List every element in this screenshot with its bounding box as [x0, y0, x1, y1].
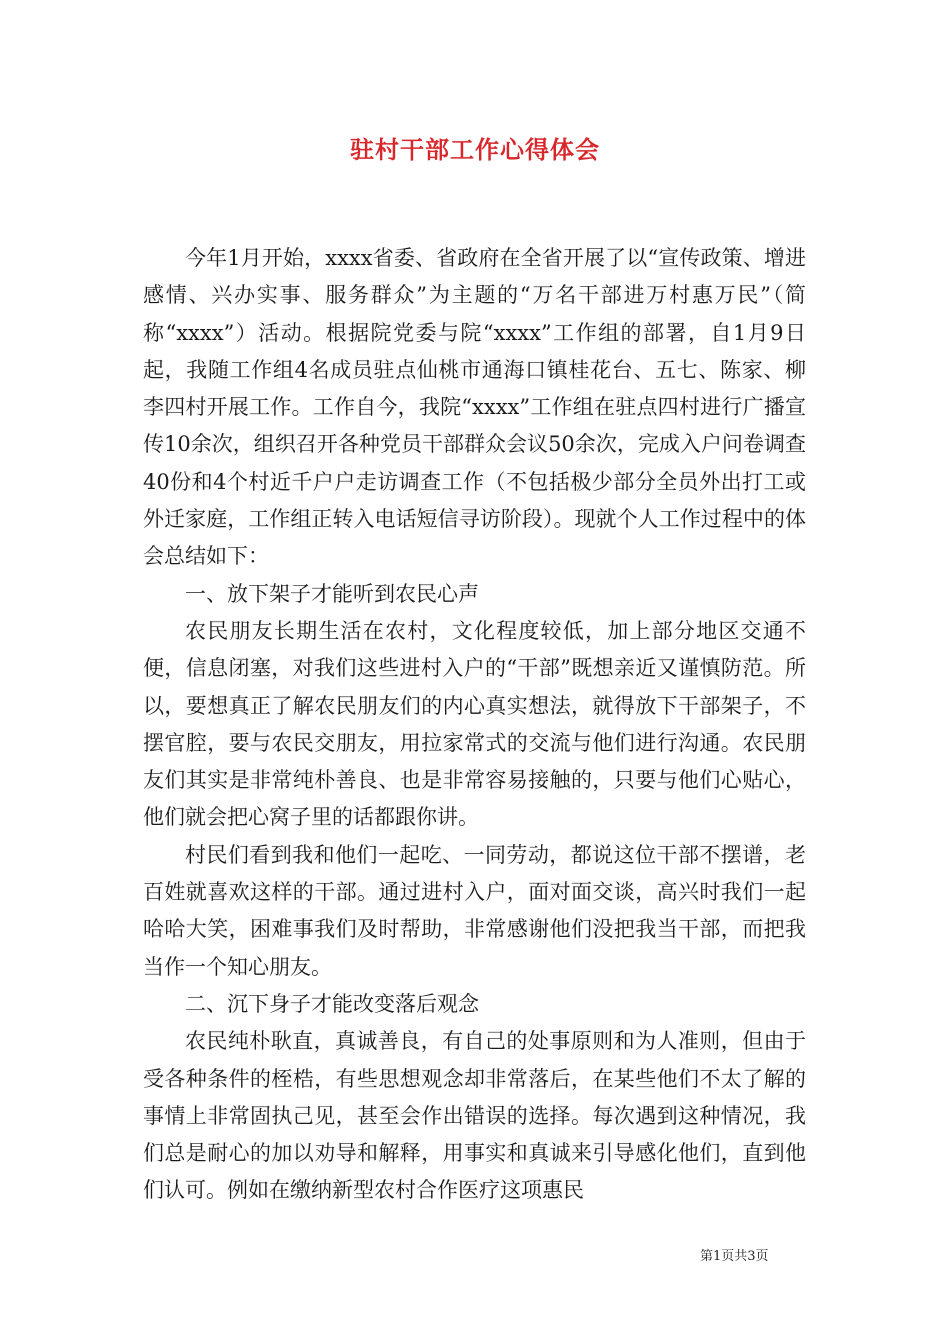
document-title: 驻村干部工作心得体会	[350, 135, 600, 164]
page-number: 第1页共3页	[700, 1249, 769, 1264]
paragraph-intro: 今年1月开始，xxxx省委、省政府在全省开展了以“宣传政策、增进感情、兴办实事、服务群众”为主题的“万名干部进万村惠万民”（简称“xxxx”）活动。根据院党委与院“xxxx”工作组的部署，自1月9日起，我随工作组4名成员驻点仙桃市通海口镇桂花台、五七、陈家、柳李四村开展工作。工作自今，我院“xxxx”工作组在驻点四村进行广播宣传10余次，组织召开各种党员干部群众会议50余次，完成入户问卷调查40份和4个村近千户户走访调查工作（不包括极少部分全员外出打工或外迁家庭，工作组正转入电话短信寻访阶段）。现就个人工作过程中的体会总结如下：	[143, 246, 806, 569]
section-heading-2: 二、沉下身子才能改变落后观念	[185, 991, 479, 1016]
paragraph-3: 农民纯朴耿直，真诚善良，有自己的处事原则和为人准则，但由于受各种条件的桎梏，有些思想观念却非常落后，在某些他们不太了解的事情上非常固执己见，甚至会作出错误的选择。每次遇到这种情况，我们总是耐心的加以劝导和解释，用事实和真诚来引导感化他们，直到他们认可。例如在缴纳新型农村合作医疗这项惠民	[143, 1029, 806, 1203]
section-heading-1: 一、放下架子才能听到农民心声	[185, 581, 479, 606]
paragraph-2: 村民们看到我和他们一起吃、一同劳动，都说这位干部不摆谱，老百姓就喜欢这样的干部。通过进村入户，面对面交谈，高兴时我们一起哈哈大笑，困难事我们及时帮助，非常感谢他们没把我当干部，而把我当作一个知心朋友。	[143, 842, 806, 979]
document-body	[143, 240, 806, 1210]
paragraph-1: 农民朋友长期生活在农村，文化程度较低，加上部分地区交通不便，信息闭塞，对我们这些进村入户的“干部”既想亲近又谨慎防范。所以，要想真正了解农民朋友们的内心真实想法，就得放下干部架子，不摆官腔，要与农民交朋友，用拉家常式的交流与他们进行沟通。农民朋友们其实是非常纯朴善良、也是非常容易接触的，只要与他们心贴心，他们就会把心窝子里的话都跟你讲。	[143, 618, 806, 830]
